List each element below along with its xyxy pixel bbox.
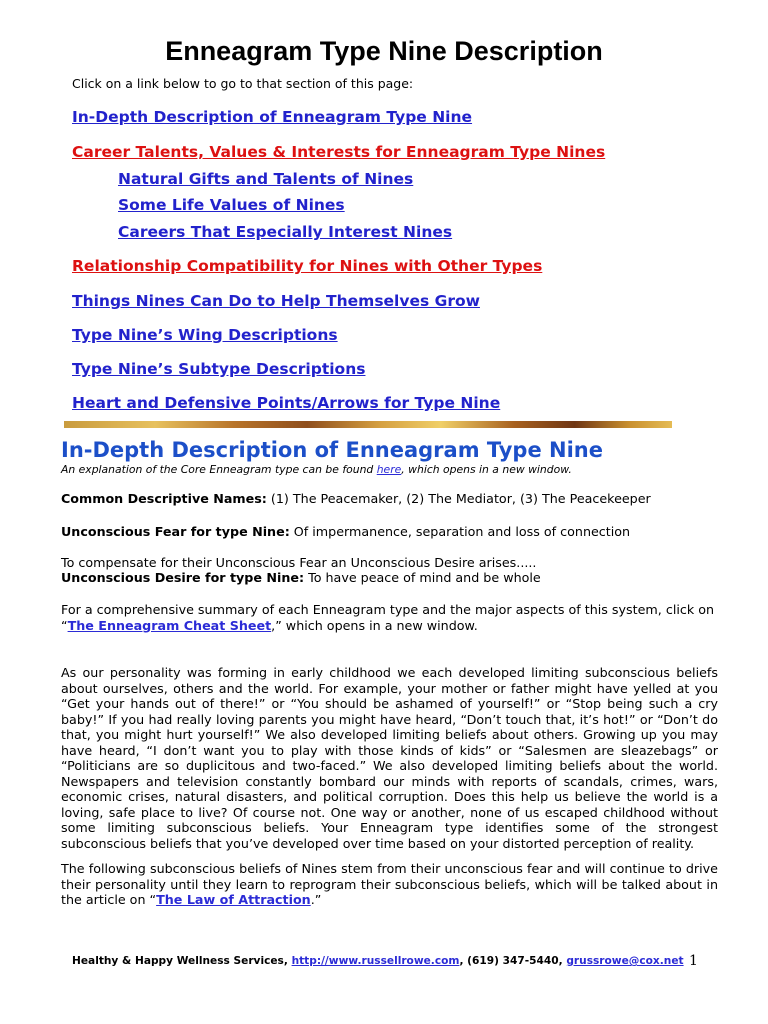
- cheat-sheet-link[interactable]: The Enneagram Cheat Sheet: [67, 618, 272, 633]
- body-paragraph: As our personality was forming in early childhood we each developed limiting subconscious beliefs about ourselves, others and the world. For example, your mother or father might have yelled at you “Get your hands out of there!” or “You should be ashamed of yourself!” or “Stop being such a cry baby!” If you had really loving parents you might have heard, “Don’t touch that, it’s hot!” or “Don’t do that, you might hurt yourself!” We also developed limiting beliefs about others. Growing up you may have heard, “I don’t want you to play with those kinds of kids” or “Salesmen are sleazebags” or “Politicians are so duplicitous and two-faced.” We also developed limiting beliefs about the world. Newspapers and television constantly bombard our minds with reports of scandals, crimes, wars, economic crises, natural disasters, and political corruption. Does this help us believe the world is a loving, safe place to live? Of course not. One way or another, none of us escaped childhood without some limiting subconscious beliefs. Your Enneagram type identifies some of the strongest subconscious beliefs that you’ve developed over time based on your distorted perception of reality.: [61, 665, 718, 851]
- summary-quote-open: “: [61, 618, 68, 633]
- toc-link-life-values[interactable]: Some Life Values of Nines: [118, 196, 345, 214]
- names-value: (1) The Peacemaker, (2) The Mediator, (3) The Peacekeeper: [266, 491, 651, 506]
- toc-link-grow[interactable]: Things Nines Can Do to Help Themselves Grow: [72, 292, 480, 310]
- toc-link-relationship[interactable]: Relationship Compatibility for Nines with Other Types: [72, 257, 543, 275]
- page-title: Enneagram Type Nine Description: [165, 36, 603, 66]
- toc-link-in-depth[interactable]: In-Depth Description of Enneagram Type Nine: [72, 108, 473, 126]
- decorative-banner: [64, 421, 672, 428]
- footer-email-link[interactable]: grussrowe@cox.net: [566, 955, 684, 967]
- page-footer: [72, 955, 684, 967]
- toc-link-heart-arrows[interactable]: Heart and Defensive Points/Arrows for Type Nine: [72, 394, 501, 412]
- core-here-link[interactable]: here: [376, 463, 402, 476]
- summary-link-line: [61, 618, 478, 633]
- closing-suffix: .”: [310, 892, 322, 907]
- unconscious-desire: [61, 570, 541, 585]
- desire-value: To have peace of mind and be whole: [304, 570, 541, 585]
- fear-label: Unconscious Fear for type Nine:: [61, 524, 290, 539]
- toc-link-subtype[interactable]: Type Nine’s Subtype Descriptions: [72, 360, 366, 378]
- core-note-text: An explanation of the Core Enneagram type can be found: [61, 463, 377, 476]
- closing-paragraph: [61, 861, 718, 908]
- law-of-attraction-link[interactable]: The Law of Attraction: [156, 892, 311, 907]
- toc-link-natural-gifts[interactable]: Natural Gifts and Talents of Nines: [118, 170, 414, 188]
- toc-link-careers[interactable]: Careers That Especially Interest Nines: [118, 223, 453, 241]
- names-label: Common Descriptive Names:: [61, 491, 267, 506]
- core-note-suffix: , which opens in a new window.: [401, 463, 572, 476]
- core-explanation-note: [61, 463, 572, 476]
- summary-suffix: ,” which opens in a new window.: [271, 618, 478, 633]
- section-heading: In-Depth Description of Enneagram Type Nine: [61, 438, 603, 462]
- summary-line: For a comprehensive summary of each Enneagram type and the major aspects of this system, click on: [61, 602, 715, 617]
- compensate-line: To compensate for their Unconscious Fear an Unconscious Desire arises.....: [61, 555, 537, 570]
- page-number: 1: [689, 953, 698, 969]
- footer-phone: , (619) 347-5440,: [459, 955, 567, 967]
- common-names: [61, 491, 651, 506]
- toc-link-career-talents[interactable]: Career Talents, Values & Interests for Enneagram Type Nines: [72, 143, 606, 161]
- fear-value: Of impermanence, separation and loss of connection: [289, 524, 631, 539]
- closing-text: The following subconscious beliefs of Nines stem from their unconscious fear and will continue to drive their personality until they learn to reprogram their subconscious beliefs, which will be talked about in the article on “: [61, 861, 718, 907]
- unconscious-fear: [61, 524, 630, 539]
- footer-company: Healthy & Happy Wellness Services,: [72, 955, 292, 967]
- toc-intro: Click on a link below to go to that section of this page:: [72, 76, 414, 91]
- desire-label: Unconscious Desire for type Nine:: [61, 570, 305, 585]
- footer-url-link[interactable]: http://www.russellrowe.com: [291, 955, 460, 967]
- toc-link-wing[interactable]: Type Nine’s Wing Descriptions: [72, 326, 338, 344]
